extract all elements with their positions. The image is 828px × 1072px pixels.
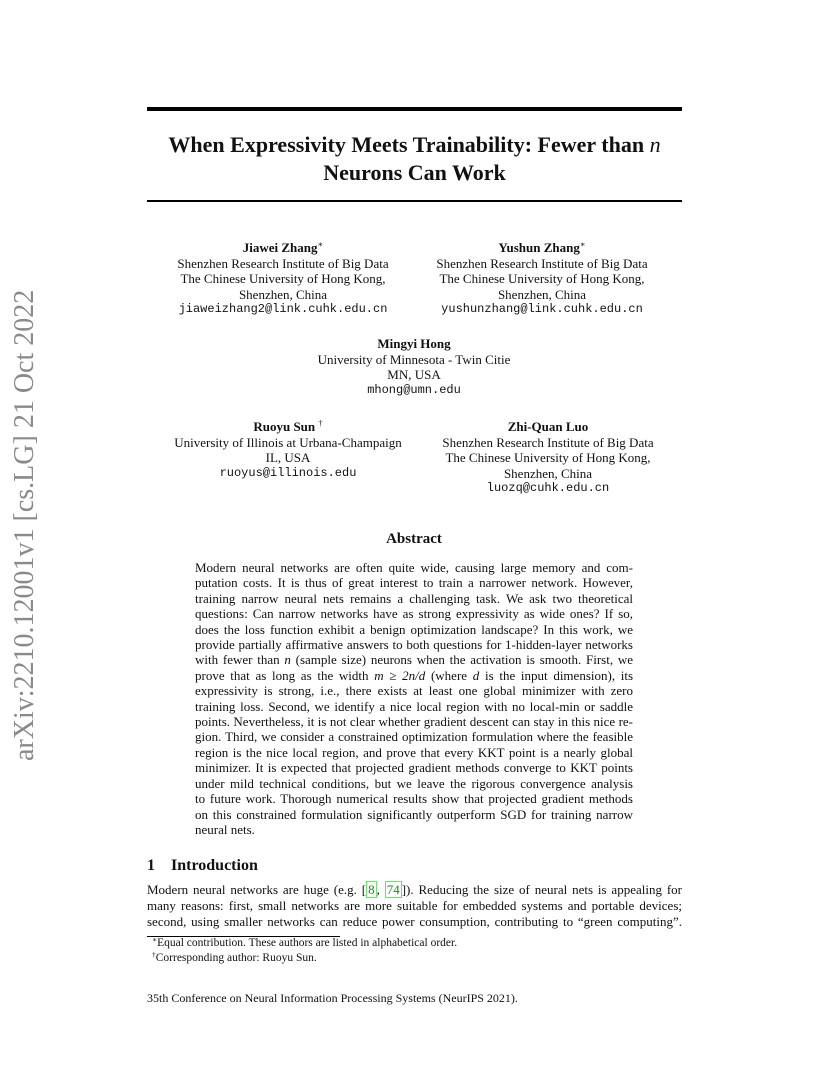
footnote-mark: † [152, 950, 156, 959]
arxiv-stamp: arXiv:2210.12001v1 [cs.LG] 21 Oct 2022 [9, 289, 40, 761]
section-heading [147, 857, 258, 875]
author-affiliation: Shenzhen, China [238, 286, 328, 302]
author-name: Mingyi Hong [377, 336, 451, 351]
abstract-line [195, 652, 633, 667]
author-affiliation: Shenzhen, China [497, 286, 587, 302]
footnote [152, 951, 317, 965]
intro-paragraph [147, 882, 682, 930]
title-bottom-rule [147, 200, 682, 202]
author-block [133, 240, 433, 318]
intro-line: many reasons: first, small networks are more suitable for embedded systems and portable devices; [147, 898, 682, 913]
abstract-heading: Abstract [386, 531, 442, 547]
author-affiliation: Shenzhen Research Institute of Big Data [436, 255, 648, 271]
author-affiliation: The Chinese University of Hong Kong, [445, 450, 651, 465]
section-number: 1 [147, 857, 155, 874]
title-line-2: Neurons Can Work [323, 160, 506, 185]
abstract-line: points. Nevertheless, it is not clear whether gradient descent can stay in this nice re- [195, 714, 633, 730]
author-name: Zhi-Quan Luo [507, 419, 589, 434]
abstract-text: (where [430, 667, 468, 683]
abstract-text: is the input dimension), its [484, 667, 634, 683]
abstract-line: expressivity is strong, i.e., there exists at least one global minimizer with zero [195, 683, 633, 699]
paper-title [120, 131, 709, 187]
abstract-line: putation costs. It is thus of great interest to train a narrower network. However, [195, 575, 633, 591]
author-email[interactable]: mhong@umn.edu [367, 382, 461, 397]
section-title: Introduction [171, 857, 258, 874]
author-block [264, 336, 564, 398]
author-email[interactable]: ruoyus@illinois.edu [219, 465, 357, 480]
author-block [138, 419, 438, 481]
author-affiliation: University of Minnesota - Twin Citie [317, 351, 511, 367]
author-affiliation: Shenzhen Research Institute of Big Data [442, 434, 654, 450]
abstract-body [195, 560, 633, 837]
abstract-line: to future work. Thorough numerical results show that projected gradient methods [195, 791, 633, 807]
author-email[interactable]: jiaweizhang2@link.cuhk.edu.cn [178, 302, 388, 316]
abstract-math: n [284, 652, 291, 668]
author-block [398, 419, 698, 497]
author-name: Ruoyu Sun [253, 419, 316, 434]
abstract-line: training narrow neural nets remains a challenging task. We ask two theoretical [195, 590, 633, 606]
footnote [152, 936, 457, 950]
intro-line: second, using smaller networks can reduce power consumption, contributing to “green computing”. [147, 914, 682, 929]
footnote-mark: ∗ [152, 935, 158, 944]
citation-separator: , [376, 882, 385, 897]
abstract-line: provide partially affirmative answers to both questions for 1-hidden-layer networks [195, 637, 633, 653]
author-affiliation: MN, USA [387, 367, 441, 382]
author-email[interactable]: luozq@cuhk.edu.cn [486, 481, 610, 495]
author-block [392, 240, 692, 318]
intro-text: Modern neural networks are huge (e.g. [ [147, 882, 367, 897]
abstract-math: m ≥ 2n/d [374, 667, 426, 683]
citation-link[interactable]: 8 [368, 882, 375, 897]
author-mark: † [318, 418, 323, 428]
abstract-line: training loss. Second, we identify a nice local region with no local-min or saddle [195, 698, 633, 714]
abstract-line: does the loss function exhibit a benign optimization landscape? In this work, we [195, 621, 633, 637]
abstract-line [195, 668, 633, 683]
title-top-rule [147, 107, 682, 111]
abstract-line: questions: Can narrow networks have as strong expressivity as wide ones? If so, [195, 606, 633, 622]
author-affiliation: Shenzhen Research Institute of Big Data [177, 255, 389, 271]
abstract-math: d [472, 667, 480, 683]
author-affiliation: University of Illinois at Urbana-Champaign [174, 434, 402, 450]
venue-note: 35th Conference on Neural Information Processing Systems (NeurIPS 2021). [147, 991, 518, 1005]
abstract-line: under mild technical conditions, but we leave the rigorous convergence analysis [195, 775, 633, 791]
abstract-line: Modern neural networks are often quite wide, causing large memory and com- [195, 560, 633, 575]
abstract-line: gion. Third, we consider a constrained optimization formulation where the feasible [195, 729, 633, 745]
title-line-1: When Expressivity Meets Trainability: Fewer than [168, 132, 645, 157]
intro-text: ]). Reducing the size of neural nets is appealing for [401, 882, 682, 897]
author-affiliation: Shenzhen, China [503, 465, 593, 481]
author-affiliation: The Chinese University of Hong Kong, [439, 271, 645, 286]
author-affiliation: The Chinese University of Hong Kong, [180, 271, 386, 286]
footnote-text: Corresponding author: Ruoyu Sun. [155, 952, 317, 964]
abstract-line: on this constrained formulation significantly outperform SGD for training narrow [195, 806, 633, 822]
citation-link[interactable]: 74 [386, 882, 400, 897]
author-name: Yushun Zhang [498, 240, 580, 255]
abstract-text: (sample size) neurons when the activation is smooth. First, we [295, 652, 634, 668]
author-name: Jiawei Zhang [242, 240, 318, 255]
author-affiliation: IL, USA [265, 450, 311, 465]
abstract-line: region is the nice local region, and prove that every KKT point is a nearly global [195, 744, 633, 760]
author-mark: ∗ [317, 239, 324, 249]
author-email[interactable]: yushunzhang@link.cuhk.edu.cn [441, 302, 643, 316]
intro-line [147, 882, 682, 898]
abstract-text: prove that as long as the width [195, 667, 369, 683]
abstract-line: neural nets. [195, 821, 255, 837]
abstract-line: minimizer. It is expected that projected gradient methods converge to KKT points [195, 760, 633, 776]
author-mark: ∗ [579, 239, 586, 249]
abstract-text: with fewer than [195, 652, 280, 668]
footnote-text: Equal contribution. These authors are listed in alphabetical order. [157, 937, 458, 949]
title-math: n [649, 132, 661, 157]
